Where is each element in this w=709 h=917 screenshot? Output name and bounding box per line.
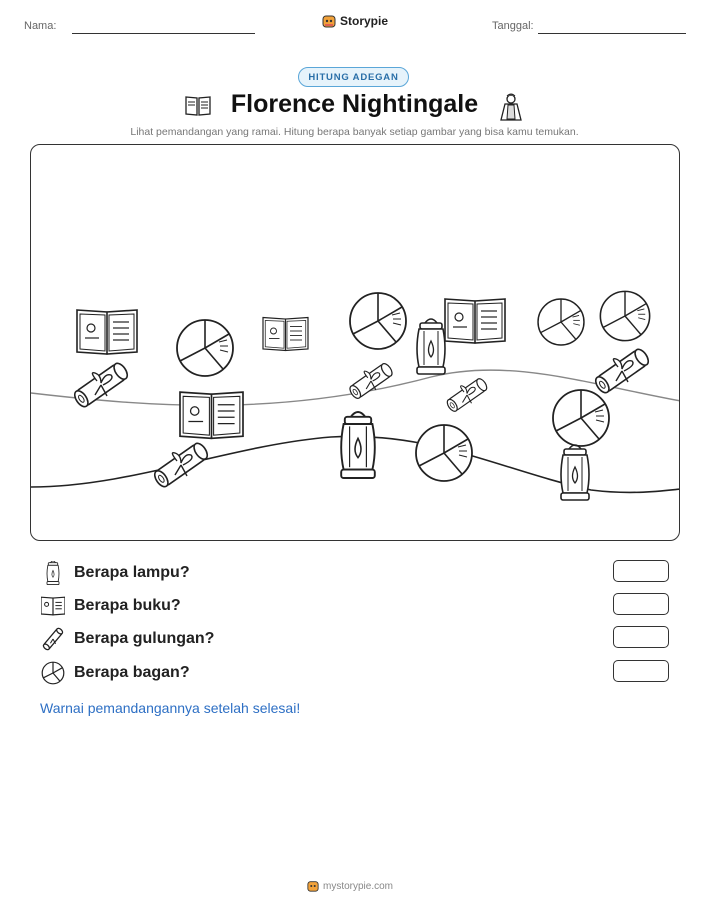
lantern-icon (40, 560, 66, 586)
pie-chart-icon (416, 425, 472, 481)
lantern-icon (417, 319, 445, 374)
pie-chart-icon (600, 291, 649, 340)
book-icon (445, 299, 505, 343)
pie-chart-icon (553, 390, 609, 446)
storypie-mascot-icon (322, 14, 336, 28)
question-text: Berapa lampu? (74, 564, 190, 581)
footer-url[interactable]: mystorypie.com (323, 880, 394, 892)
storypie-mascot-icon (307, 880, 319, 892)
name-label: Nama: (24, 20, 57, 32)
question-text: Berapa gulungan? (74, 630, 215, 647)
coloring-note: Warnai pemandangannya setelah selesai! (40, 700, 301, 716)
scroll-icon (445, 377, 488, 413)
pie-chart-icon (350, 293, 406, 349)
scroll-icon (40, 626, 66, 652)
counting-scene (30, 144, 680, 541)
question-lantern (40, 560, 190, 586)
lantern-icon (341, 412, 375, 478)
book-icon (77, 310, 137, 354)
activity-badge: HITUNG ADEGAN (298, 67, 409, 87)
nurse-icon (498, 92, 524, 122)
lantern-icon (561, 445, 589, 500)
answer-box-lantern[interactable] (613, 560, 669, 582)
question-text: Berapa buku? (74, 597, 181, 614)
book-icon (263, 318, 308, 351)
book-icon (40, 593, 66, 619)
footer (307, 880, 393, 892)
date-label: Tanggal: (492, 20, 534, 32)
scroll-icon (593, 347, 651, 395)
pie-chart-icon (538, 299, 584, 345)
instructions: Lihat pemandangan yang ramai. Hitung berapa banyak setiap gambar yang bisa kamu temukan. (130, 126, 579, 138)
pie-chart-icon (177, 320, 233, 376)
question-chart (40, 660, 190, 686)
question-scroll (40, 626, 214, 652)
answer-box-chart[interactable] (613, 660, 669, 682)
date-line[interactable] (538, 33, 686, 34)
question-book (40, 593, 181, 619)
page-title: Florence Nightingale (230, 90, 479, 118)
pie-chart-icon (40, 660, 66, 686)
name-line[interactable] (72, 33, 255, 34)
brand-logo (322, 14, 388, 28)
answer-box-scroll[interactable] (613, 626, 669, 648)
brand-name: Storypie (340, 14, 389, 28)
book-icon (180, 392, 243, 438)
scroll-icon (152, 441, 210, 489)
answer-box-book[interactable] (613, 593, 669, 615)
scroll-icon (348, 362, 394, 400)
scene-illustration (31, 145, 680, 541)
question-text: Berapa bagan? (74, 664, 190, 681)
